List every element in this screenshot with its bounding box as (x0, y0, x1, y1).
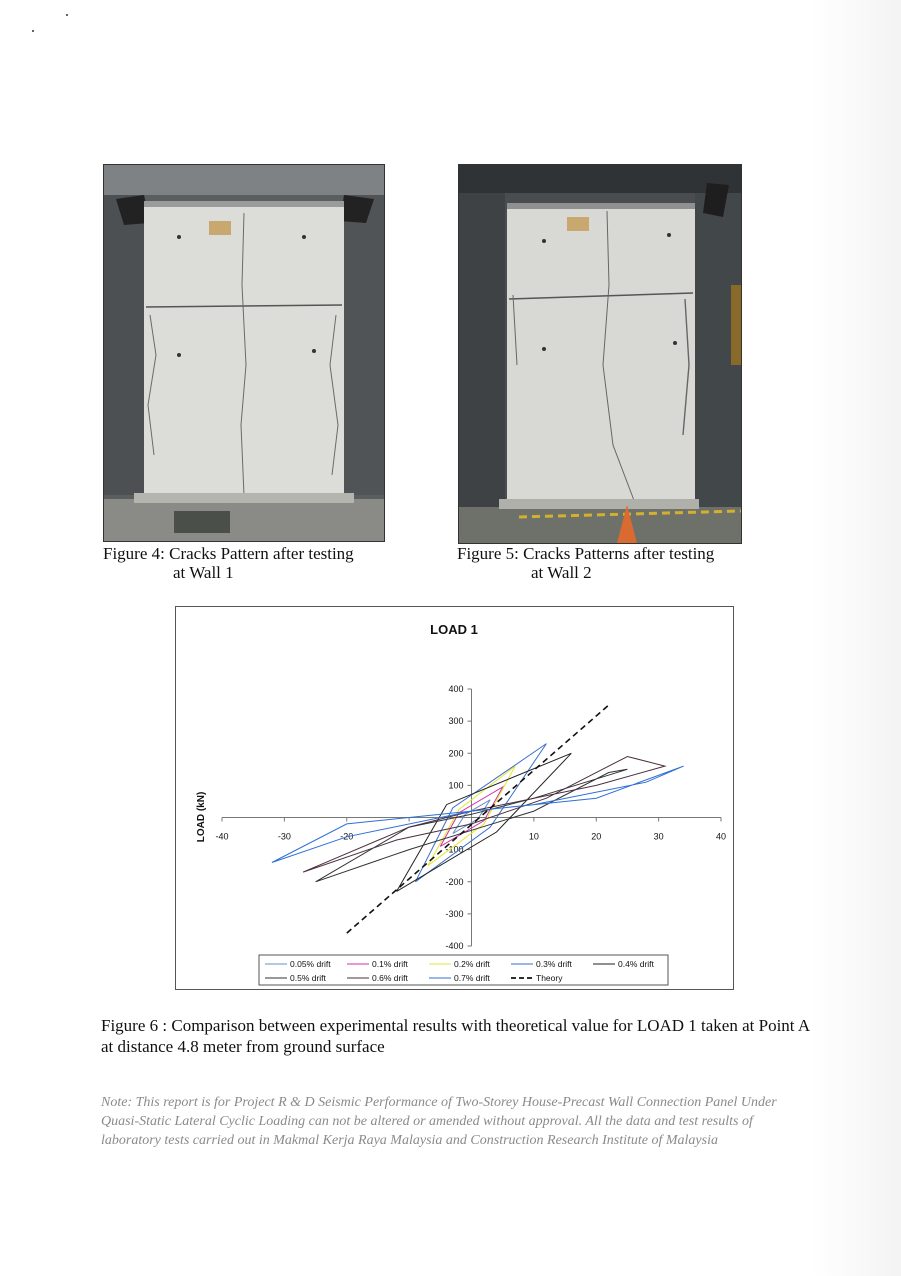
x-tick-label: 30 (653, 831, 664, 842)
figure6-caption: Figure 6 : Comparison between experimental results with theoretical value for LOAD 1 taken at Point A at distance 4.8 meter from ground surface (101, 1016, 810, 1056)
figure4-caption-line1: Figure 4: Cracks Pattern after testing (103, 544, 354, 563)
x-tick-label: 40 (715, 831, 727, 842)
y-tick-label: -300 (445, 908, 464, 919)
legend-label: 0.3% drift (536, 959, 572, 969)
x-tick-label: -30 (277, 831, 291, 842)
x-tick-label: 20 (591, 831, 602, 842)
legend-label: 0.5% drift (290, 973, 326, 983)
legend-label: 0.4% drift (618, 959, 654, 969)
chart-title: LOAD 1 (430, 622, 478, 637)
y-tick-label: -200 (445, 876, 464, 887)
report-note: Note: This report is for Project R & D Seismic Performance of Two-Storey House-Precast Wall Connection Panel Under Quasi-Static Lateral Cyclic Loading can not be altered or amended without approval. All the data and test results of laboratory tests carried out in Makmal Kerja Raya Malaysia and Construction Research Institute of Malaysia (101, 1095, 777, 1148)
figure5-caption-line2: at Wall 2 (531, 563, 592, 582)
scan-speck (66, 14, 68, 16)
legend-label: 0.6% drift (372, 973, 408, 983)
scan-speck (32, 30, 34, 32)
scan-shadow (812, 0, 901, 1276)
load1-chart (175, 606, 734, 990)
figure4-caption (103, 544, 354, 582)
y-tick-label: 300 (448, 716, 464, 727)
x-tick-label: 10 (528, 831, 539, 842)
series-line-0-7-drift (272, 766, 684, 862)
figure5-caption (457, 544, 714, 582)
x-tick-label: -20 (340, 831, 354, 842)
load1-chart-svg (176, 607, 733, 989)
x-tick-label: -40 (215, 831, 229, 842)
series-line-0-4-drift (397, 753, 572, 891)
legend-label: 0.7% drift (454, 973, 490, 983)
y-tick-label: -100 (445, 844, 464, 855)
legend-label: 0.2% drift (454, 959, 490, 969)
series-line-theory (347, 705, 609, 933)
y-tick-label: 400 (448, 684, 464, 694)
wall2-photo (458, 164, 742, 544)
y-tick-label: -400 (445, 941, 464, 951)
series-line-0-3-drift (415, 744, 546, 882)
figure4-caption-line2: at Wall 1 (173, 563, 234, 582)
figure5-caption-line1: Figure 5: Cracks Patterns after testing (457, 544, 715, 563)
legend-label: 0.1% drift (372, 959, 408, 969)
legend-label: 0.05% drift (290, 959, 331, 969)
wall1-photo (103, 164, 385, 542)
y-tick-label: 100 (448, 780, 464, 791)
y-tick-label: 200 (448, 748, 464, 759)
legend-label: Theory (536, 973, 563, 983)
chart-ylabel: LOAD (kN) (196, 791, 207, 843)
